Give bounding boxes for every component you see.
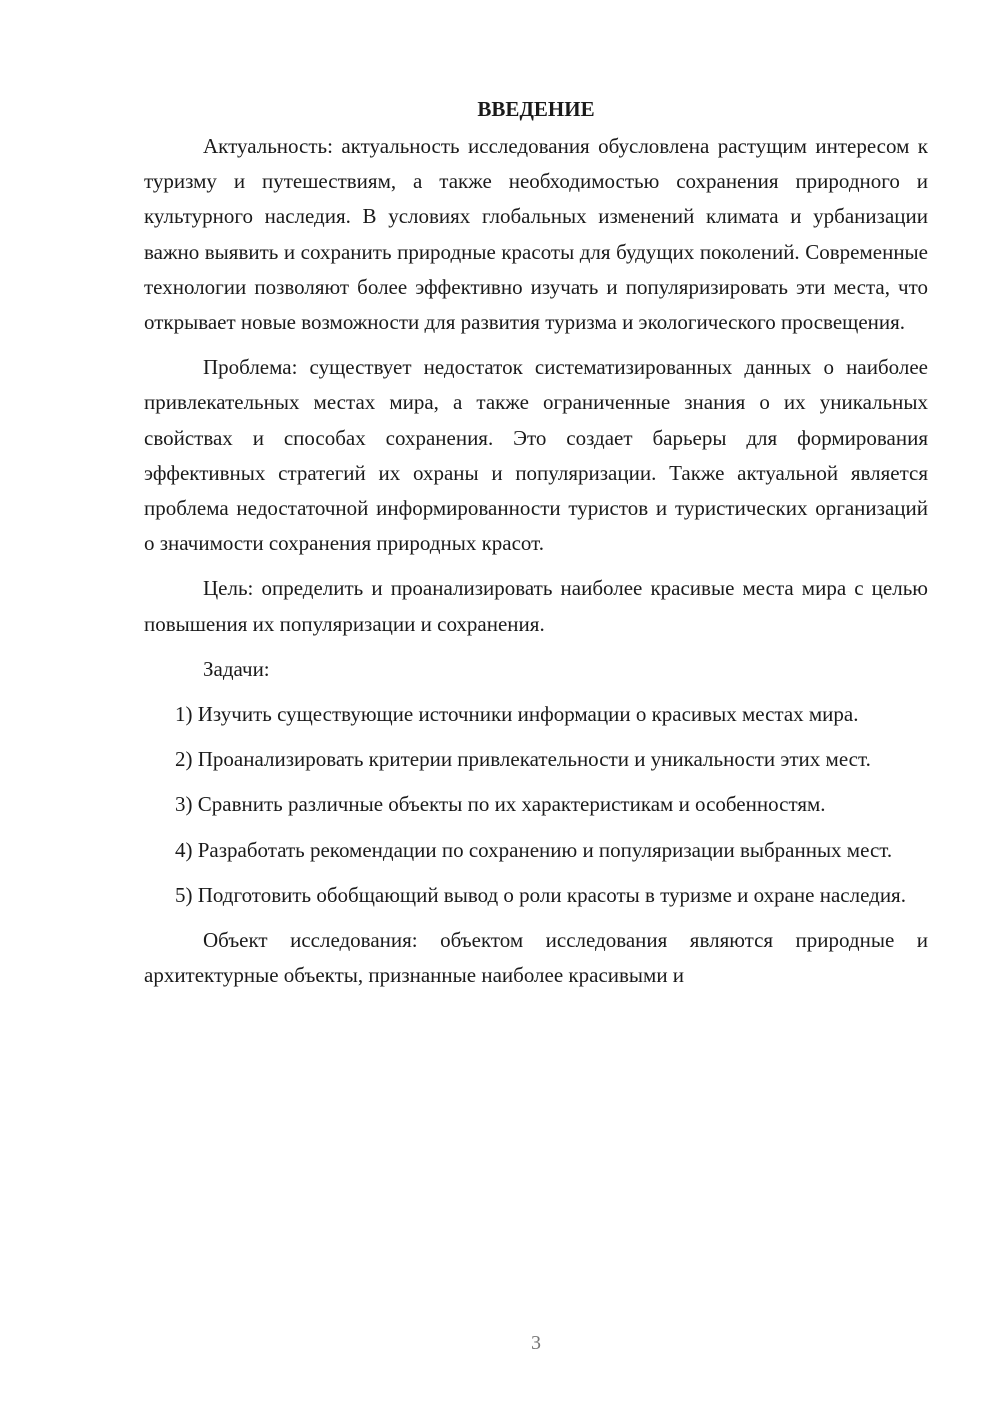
task-item: 2) Проанализировать критерии привлекательности и уникальности этих мест. [175,747,871,772]
task-item: 5) Подготовить обобщающий вывод о роли красоты в туризме и охране наследия. [175,882,906,907]
task-item: 4) Разработать рекомендации по сохранению и популяризации выбранных мест. [175,837,893,862]
paragraph-object: Объект исследования: объектом исследования являются природные и архитектурные объекты, признанные наиболее красивыми и [144,928,928,988]
page-number: 3 [531,1332,541,1354]
tasks-list [144,697,928,913]
paragraph-goal: Цель: определить и проанализировать наиболее красивые места мира с целью повышения их популяризации и сохранения. [144,576,928,636]
paragraph-relevance: Актуальность: актуальность исследования обусловлена растущим интересом к туризму и путешествиям, а также необходимостью сохранения природного и культурного наследия. В условиях глобальных изменений климата и урбанизации важно выявить и сохранить природные красоты для будущих поколений. Современные технологии позволяют более эффективно изучать и популяризировать эти места, что открывает новые возможности для развития туризма и экологического просвещения. [144,134,928,335]
tasks-heading: Задачи: [203,656,270,681]
task-item: 3) Сравнить различные объекты по их характеристикам и особенностям. [175,792,826,817]
paragraph-problem: Проблема: существует недостаток систематизированных данных о наиболее привлекательных местах мира, а также ограниченные знания о их уникальных свойствах и способах сохранения. Это создает барьеры для формирования эффективных стратегий их охраны и популяризации. Также актуальной является проблема недостаточной информированности туристов и туристических организаций о значимости сохранения природных красот. [144,355,928,556]
document-page [144,92,928,1003]
task-item: 1) Изучить существующие источники информации о красивых местах мира. [175,702,859,727]
section-title: ВВЕДЕНИЕ [477,97,595,121]
